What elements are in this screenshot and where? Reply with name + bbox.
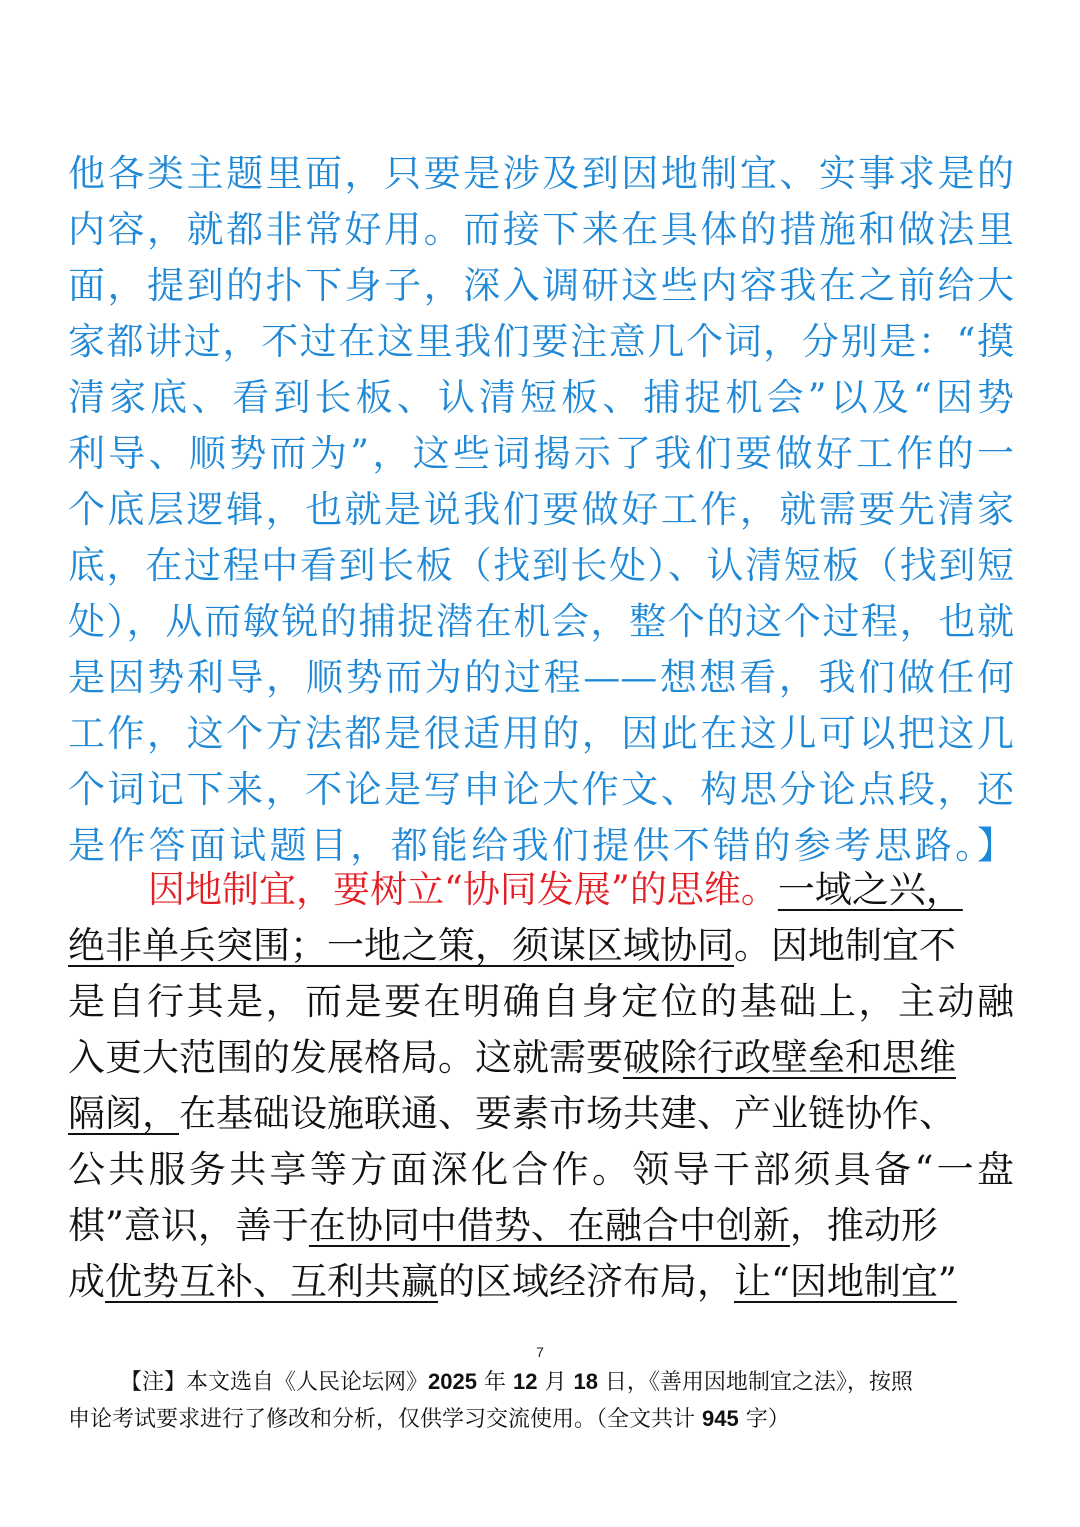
body-text: ，推动形 bbox=[789, 1204, 938, 1247]
paragraph-line bbox=[68, 1198, 1014, 1254]
commentary-line: 清家底、看到长板、认清短板、捕捉机会”以及“因势 bbox=[68, 376, 1014, 419]
commentary-line: 个底层逻辑，也就是说我们要做好工作，就需要先清家 bbox=[68, 488, 1014, 531]
footnote-day: 18 bbox=[573, 1369, 598, 1394]
commentary-line: 工作，这个方法都是很适用的，因此在这儿可以把这几 bbox=[68, 712, 1014, 755]
underlined-phrase: 在协同中借势、在融合中创新 bbox=[308, 1204, 790, 1247]
commentary-line: 处），从而敏锐的捕捉潜在机会，整个的这个过程，也就 bbox=[68, 600, 1014, 643]
paragraph-line bbox=[68, 1086, 1014, 1142]
body-text: 。因地制宜不 bbox=[734, 924, 956, 967]
body-text: 在基础设施联通、要素市场共建、产业链协作、 bbox=[179, 1092, 956, 1135]
footnote-line bbox=[68, 1401, 1014, 1438]
underlined-phrase: 隔阂， bbox=[68, 1092, 179, 1135]
paragraph-line bbox=[68, 1030, 1014, 1086]
footnote-line bbox=[120, 1364, 1014, 1401]
commentary-line: 面，提到的扑下身子，深入调研这些内容我在之前给大 bbox=[68, 264, 1014, 307]
footnote-text: 日，《善用因地制宜之法》，按照 bbox=[597, 1370, 913, 1395]
footnote-text: 年 bbox=[476, 1370, 513, 1395]
commentary-line: 是作答面试题目，都能给我们提供不错的参考思路。】 bbox=[68, 824, 1014, 867]
underlined-phrase: 破除行政壁垒和思维 bbox=[623, 1036, 956, 1079]
footnote-word-count: 945 bbox=[702, 1406, 739, 1431]
commentary-line: 底，在过程中看到长板（找到长处）、认清短板（找到短 bbox=[68, 544, 1014, 587]
underlined-phrase: 让“因地制宜” bbox=[734, 1260, 957, 1303]
paragraph-line bbox=[68, 918, 1014, 974]
body-text: 成 bbox=[68, 1260, 105, 1303]
underlined-phrase: 优势互补、互利共赢 bbox=[105, 1260, 438, 1303]
footnote-year: 2025 bbox=[428, 1369, 477, 1394]
underlined-phrase: 绝非单兵突围；一地之策，须谋区域协同 bbox=[68, 924, 734, 967]
body-text: 棋”意识，善于 bbox=[68, 1204, 309, 1247]
footnote-text: 申论考试要求进行了修改和分析，仅供学习交流使用。（全文共计 bbox=[68, 1407, 702, 1432]
paragraph-line: 公共服务共享等方面深化合作。领导干部须具备“一盘 bbox=[68, 1148, 1014, 1191]
footnote-text: 月 bbox=[537, 1370, 574, 1395]
commentary-line: 利导、顺势而为”，这些词揭示了我们要做好工作的一 bbox=[68, 432, 1014, 475]
body-text: 的区域经济布局， bbox=[438, 1260, 734, 1303]
commentary-line: 他各类主题里面，只要是涉及到因地制宜、实事求是的 bbox=[68, 152, 1014, 195]
commentary-line: 内容，就都非常好用。而接下来在具体的措施和做法里 bbox=[68, 208, 1014, 251]
footnote-month: 12 bbox=[512, 1369, 538, 1394]
section-heading: 因地制宜，要树立“协同发展”的思维。 bbox=[148, 868, 778, 911]
body-text: 入更大范围的发展格局。这就需要 bbox=[68, 1036, 623, 1079]
footnote-text: 【注】本文选自《人民论坛网》 bbox=[120, 1370, 429, 1395]
commentary-line: 个词记下来，不论是写申论大作文、构思分论点段，还 bbox=[68, 768, 1014, 811]
paragraph-line: 是自行其是，而是要在明确自身定位的基础上，主动融 bbox=[68, 980, 1014, 1023]
commentary-line: 家都讲过，不过在这里我们要注意几个词，分别是：“摸 bbox=[68, 320, 1014, 363]
page-number: 7 bbox=[536, 1344, 544, 1360]
paragraph-line bbox=[148, 862, 1014, 918]
commentary-line: 是因势利导，顺势而为的过程——想想看，我们做任何 bbox=[68, 656, 1014, 699]
footnote-text: 字） bbox=[738, 1407, 790, 1432]
paragraph-line bbox=[68, 1254, 1014, 1310]
underlined-phrase: 一域之兴， bbox=[777, 868, 963, 911]
